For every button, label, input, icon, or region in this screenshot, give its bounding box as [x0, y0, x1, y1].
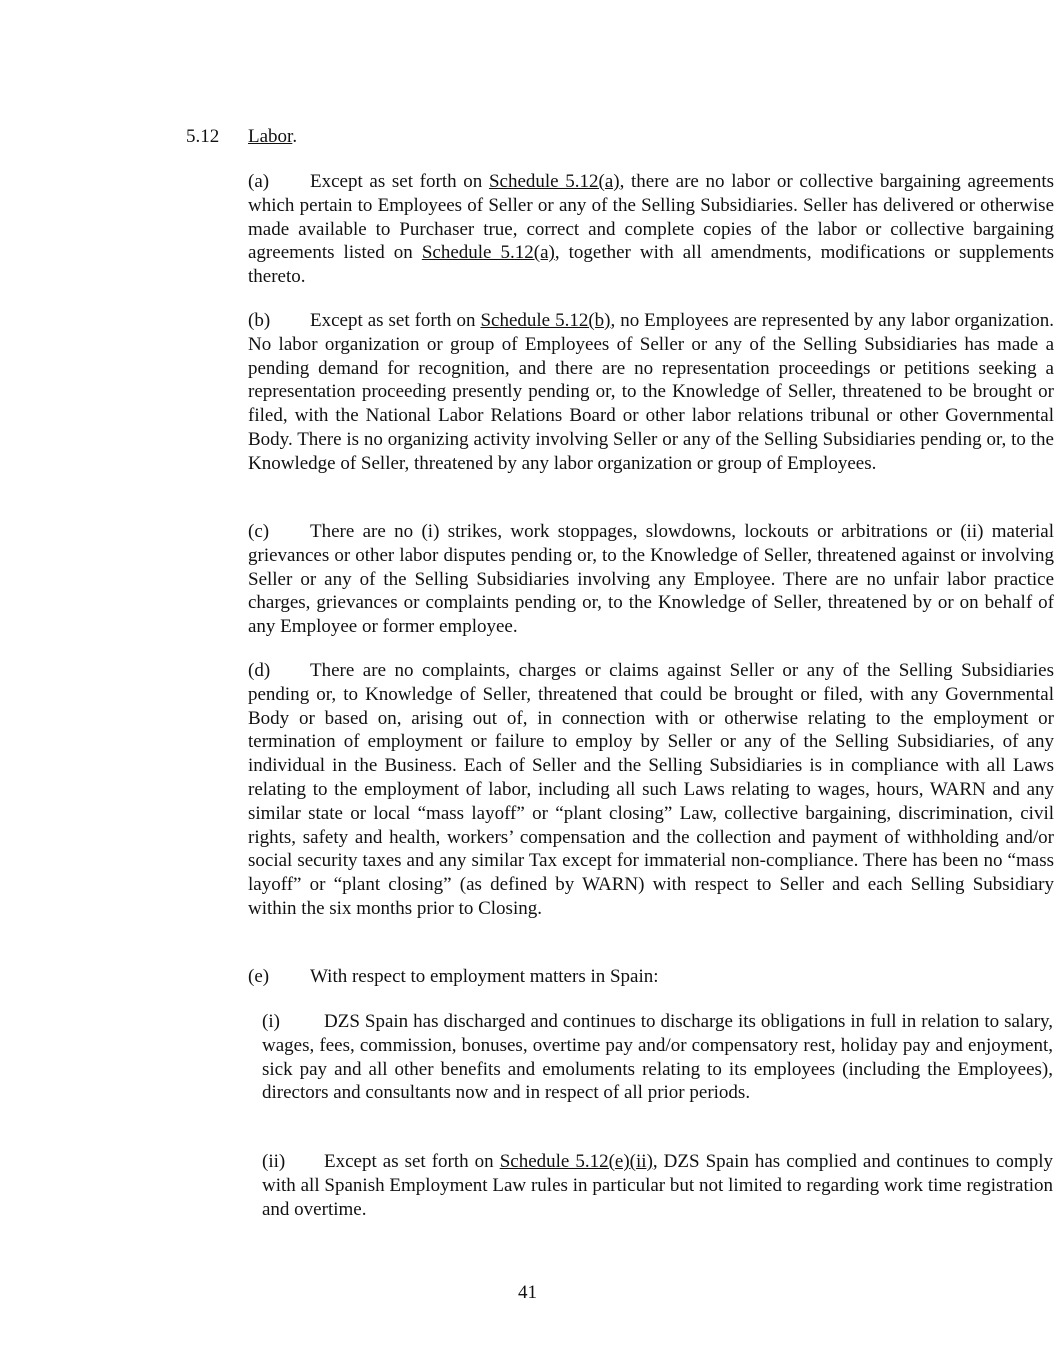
section-heading — [186, 125, 297, 149]
paragraph-e — [124, 965, 1054, 989]
paragraph-c — [124, 520, 1054, 639]
paragraph-d — [124, 659, 1054, 921]
paragraph-a-text: , there are no labor or collective bargaining agreements which pertain to Employees of Seller or any of the Selling Subsidiaries. Seller has delivered or otherwise made available to Purchaser true, correct and complete copies of the labor or collective bargaining agreements listed on — [248, 171, 1054, 264]
schedule-ref-5-12-b: Schedule 5.12(b) — [480, 310, 611, 331]
paragraph-b-text: Except as set forth on — [310, 310, 481, 331]
paragraph-d-text: There are no complaints, charges or claims against Seller or any of the Selling Subsidiaries pending or, to Knowledge of Seller, threatened that could be brought or filed, with any Governmental Body or based on, arising out of, in connection with or otherwise relating to the employment or termination of employment or failure to employ by Seller or any of the Selling Subsidiaries, of any individual in the Business. Each of Seller and the Selling Subsidiaries is in compliance with all Laws relating to the employment of labor, including all such Laws relating to wages, hours, WARN and any similar state or local “mass layoff” or “plant closing” Law, collective bargaining, discrimination, civil rights, safety and health, workers’ compensation and the collection and payment of withholding and/or social security taxes and any similar Tax except for immaterial non-compliance. There has been no “mass layoff” or “plant closing” (as defined by WARN) with respect to Seller and each Selling Subsidiary within the six months prior to Closing. — [248, 660, 1054, 919]
paragraph-e-i-text: DZS Spain has discharged and continues to discharge its obligations in full in relation to salary, wages, fees, commission, bonuses, overtime pay and/or compensatory rest, holiday pay and enjoyment, sick pay and all other benefits and emoluments relating to its employees (including the Employees), directors and consultants now and in respect of all prior periods. — [262, 1011, 1053, 1104]
paragraph-a-text: Except as set forth on — [310, 171, 489, 192]
paragraph-e-i — [139, 1010, 1053, 1105]
paragraph-e-label: (e) — [248, 966, 270, 987]
paragraph-e-ii-text: , DZS Spain has complied and continues to comply with all Spanish Employment Law rules in particular but not limited to regarding work time registration and overtime. — [262, 1151, 1053, 1220]
paragraph-e-ii-text: Except as set forth on — [324, 1151, 500, 1172]
paragraph-c-text: There are no (i) strikes, work stoppages, slowdowns, lockouts or arbitrations or (ii) material grievances or other labor disputes pending or, to the Knowledge of Seller, threatened against or involving Seller or any of the Selling Subsidiaries involving any Employee. There are no unfair labor practice charges, grievances or complaints pending or, to the Knowledge of Seller, threatened by or on behalf of any Employee or former employee. — [248, 521, 1054, 638]
schedule-ref-5-12-e-ii: Schedule 5.12(e)(ii) — [499, 1151, 653, 1172]
paragraph-e-text: With respect to employment matters in Spain: — [310, 966, 659, 987]
section-title-period: . — [292, 126, 298, 147]
paragraph-e-ii-label: (ii) — [262, 1151, 286, 1172]
paragraph-b-label: (b) — [248, 310, 271, 331]
page-number: 41 — [518, 1282, 537, 1303]
schedule-ref-5-12-a: Schedule 5.12(a) — [488, 171, 620, 192]
paragraph-e-i-label: (i) — [262, 1011, 280, 1032]
paragraph-b — [124, 309, 1054, 476]
paragraph-a — [124, 170, 1054, 289]
paragraph-e-ii — [139, 1150, 1053, 1221]
section-number: 5.12 — [186, 126, 220, 147]
paragraph-a-text: , together with all amendments, modifications or supplements thereto. — [248, 242, 1054, 288]
paragraph-c-label: (c) — [248, 521, 270, 542]
paragraph-d-label: (d) — [248, 660, 271, 681]
section-title: Labor — [248, 126, 293, 147]
schedule-ref-5-12-a: Schedule 5.12(a) — [421, 242, 555, 264]
paragraph-b-text: , no Employees are represented by any labor organization. No labor organization or group of Employees of Seller or any of the Selling Subsidiaries has made a pending demand for recognition, and there are no representation proceedings or petitions seeking a representation proceeding presently pending or, to the Knowledge of Seller, threatened to be brought or filed, with the National Labor Relations Board or other labor relations tribunal or other Governmental Body. There is no organizing activity involving Seller or any of the Selling Subsidiaries pending or, to the Knowledge of Seller, threatened by any labor organization or group of Employees. — [248, 310, 1054, 474]
paragraph-a-label: (a) — [248, 171, 270, 192]
